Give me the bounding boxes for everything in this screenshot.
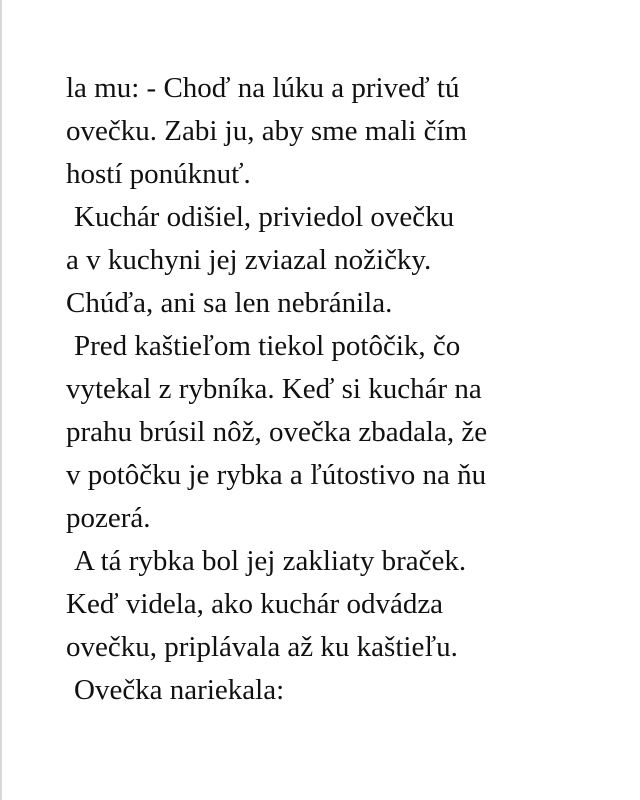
- text-line: v potôčku je rybka a ľútostivo na ňu: [66, 459, 487, 491]
- text-line: pozerá.: [66, 502, 151, 534]
- paragraph-start-line: A tá rybka bol jej zakliaty braček.: [74, 545, 467, 577]
- text-line: Chúďa, ani sa len nebránila.: [66, 287, 393, 319]
- text-line: la mu: - Choď na lúku a priveď tú: [66, 72, 460, 104]
- paragraph-start-line: Pred kaštieľom tiekol potôčik, čo: [74, 330, 461, 362]
- text-line: prahu brúsil nôž, ovečka zbadala, že: [66, 416, 488, 448]
- text-line: vytekal z rybníka. Keď si kuchár na: [66, 373, 482, 405]
- paragraph-start-line: Kuchár odišiel, priviedol ovečku: [74, 201, 455, 233]
- text-line: hostí ponúknuť.: [66, 158, 251, 190]
- page-edge: [0, 0, 2, 800]
- text-line: ovečku. Zabi ju, aby sme mali čím: [66, 115, 468, 147]
- text-line: Keď videla, ako kuchár odvádza: [66, 588, 444, 620]
- paragraph-start-line: Ovečka nariekala:: [74, 674, 285, 706]
- text-line: ovečku, priplávala až ku kaštieľu.: [66, 631, 458, 663]
- story-text: [66, 67, 626, 712]
- text-line: a v kuchyni jej zviazal nožičky.: [66, 244, 432, 276]
